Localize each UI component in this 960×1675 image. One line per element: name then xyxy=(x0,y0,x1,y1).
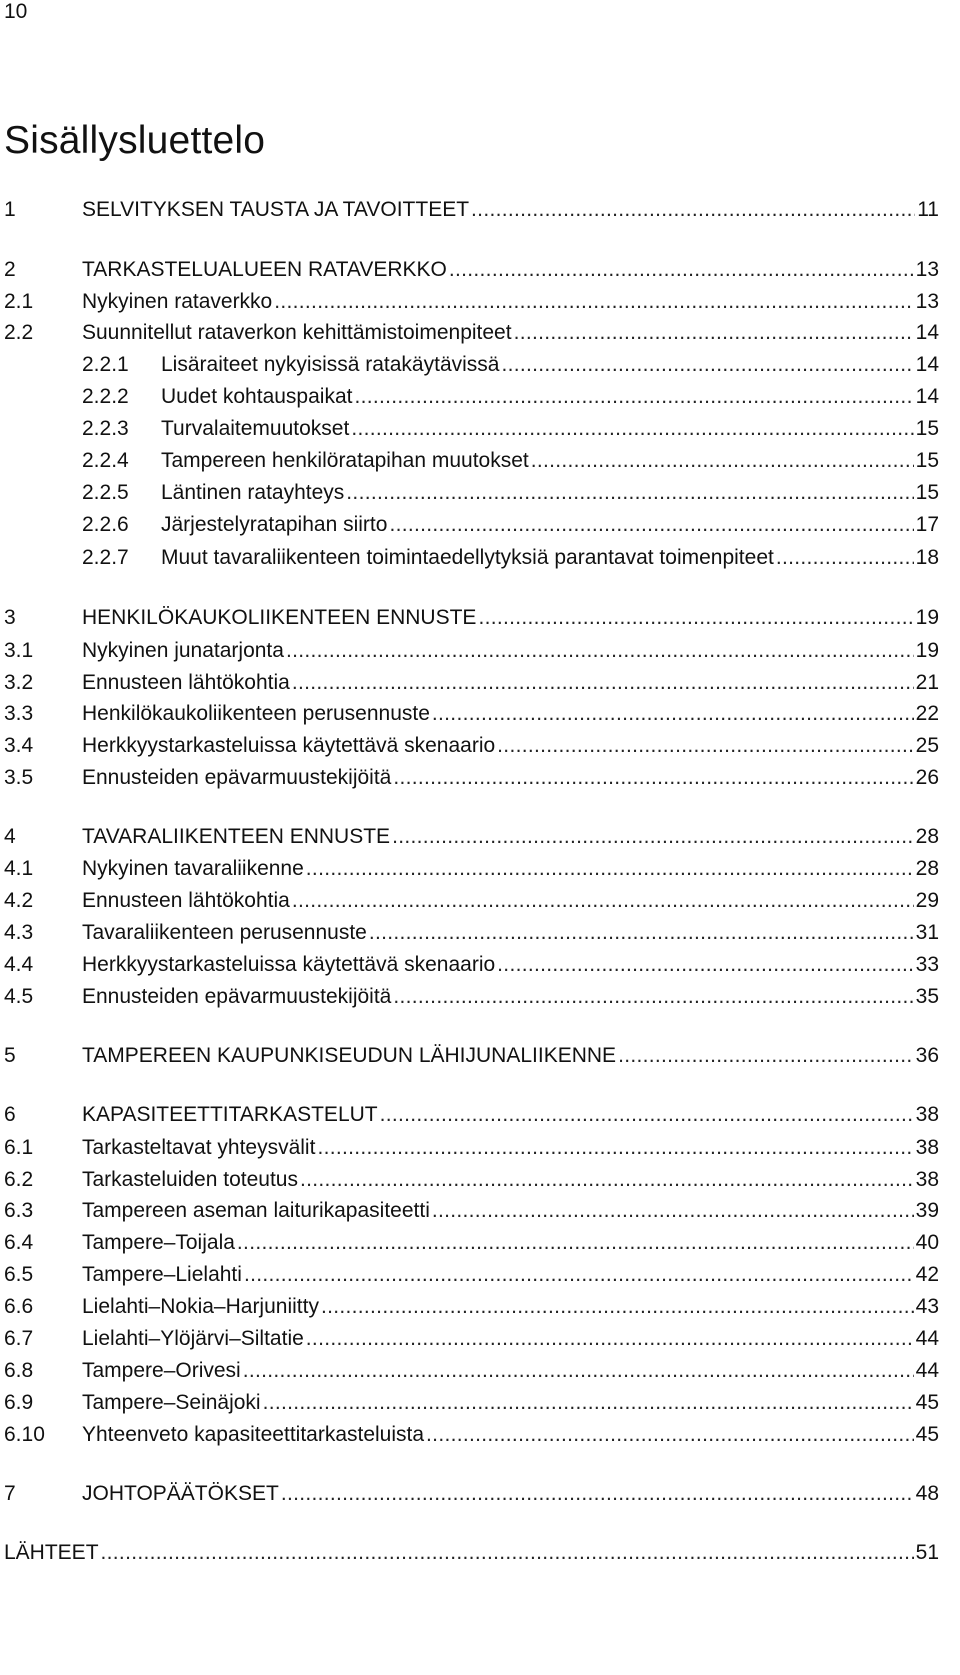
toc-entry-title: Ennusteen lähtökohtia xyxy=(82,671,290,694)
toc-entry-title: Suunnitellut rataverkon kehittämistoimenpiteet xyxy=(82,321,512,344)
toc-entry-title: Tampere–Toijala xyxy=(82,1231,235,1254)
toc-entry-page: 28 xyxy=(915,825,939,848)
toc-entry-page: 44 xyxy=(915,1327,939,1350)
dot-leader xyxy=(263,1386,914,1420)
toc-entry-number: 3.3 xyxy=(4,702,34,725)
dot-leader xyxy=(432,697,914,731)
toc-entry-page: 38 xyxy=(915,1168,939,1191)
toc-entry-page: 31 xyxy=(915,921,939,944)
toc-entry[interactable] xyxy=(4,1258,939,1292)
toc-entry-number: 6 xyxy=(4,1103,16,1126)
toc-entry-title: Henkilökaukoliikenteen perusennuste xyxy=(82,702,430,725)
dot-leader xyxy=(393,761,913,795)
toc-entry-title: KAPASITEETTITARKASTELUT xyxy=(82,1103,378,1126)
toc-entry[interactable] xyxy=(4,316,939,350)
dot-leader xyxy=(317,1131,913,1165)
toc-entry[interactable] xyxy=(4,476,939,510)
dot-leader xyxy=(393,980,913,1014)
toc-entry-page: 29 xyxy=(915,889,939,912)
toc-entry-title: LÄHTEET xyxy=(4,1541,99,1564)
toc-entry-page: 25 xyxy=(915,734,939,757)
toc-entry-title: Tavaraliikenteen perusennuste xyxy=(82,921,367,944)
toc-entry-title: Nykyinen junatarjonta xyxy=(82,639,284,662)
toc-entry-number: 2.2.7 xyxy=(82,546,129,569)
toc-entry-number: 6.7 xyxy=(4,1327,34,1350)
toc-entry-title: Tampereen aseman laiturikapasiteetti xyxy=(82,1199,430,1222)
toc-entry[interactable] xyxy=(4,666,939,700)
toc-entry[interactable] xyxy=(4,348,939,382)
toc-entry[interactable] xyxy=(4,508,939,542)
toc-entry[interactable] xyxy=(4,285,939,319)
toc-entry[interactable] xyxy=(4,1131,939,1165)
dot-leader xyxy=(497,729,913,763)
dot-leader xyxy=(244,1258,914,1292)
dot-leader xyxy=(531,444,914,478)
toc-entry-title: TARKASTELUALUEEN RATAVERKKO xyxy=(82,258,447,281)
toc-entry[interactable] xyxy=(4,541,939,575)
toc-title: Sisällysluettelo xyxy=(4,119,266,162)
page-number: 10 xyxy=(4,0,28,23)
dot-leader xyxy=(237,1226,914,1260)
toc-entry-number: 2.2.5 xyxy=(82,481,129,504)
dot-leader xyxy=(426,1418,914,1452)
toc-entry-number: 3.2 xyxy=(4,671,34,694)
toc-entry-title: Uudet kohtauspaikat xyxy=(161,385,353,408)
toc-entry-number: 6.8 xyxy=(4,1359,34,1382)
toc-entry-title: Turvalaitemuutokset xyxy=(161,417,350,440)
toc-entry[interactable] xyxy=(4,1098,939,1132)
toc-entry-number: 6.5 xyxy=(4,1263,34,1286)
toc-entry-page: 26 xyxy=(915,766,939,789)
dot-leader xyxy=(243,1354,914,1388)
toc-entry-page: 35 xyxy=(915,985,939,1008)
toc-entry[interactable] xyxy=(4,884,939,918)
toc-entry-title: Ennusteiden epävarmuustekijöitä xyxy=(82,766,392,789)
toc-entry[interactable] xyxy=(4,193,939,227)
toc-entry-page: 15 xyxy=(915,417,939,440)
toc-entry-number: 4.2 xyxy=(4,889,34,912)
toc-entry-title: TAVARALIIKENTEEN ENNUSTE xyxy=(82,825,391,848)
toc-entry[interactable] xyxy=(4,1386,939,1420)
dot-leader xyxy=(292,884,914,918)
dot-leader xyxy=(514,316,914,350)
toc-entry[interactable] xyxy=(4,729,939,763)
dot-leader xyxy=(354,380,913,414)
toc-entry-page: 18 xyxy=(915,546,939,569)
toc-entry[interactable] xyxy=(4,916,939,950)
toc-entry-number: 6.3 xyxy=(4,1199,34,1222)
dot-leader xyxy=(101,1536,914,1570)
toc-entry-title: HENKILÖKAUKOLIIKENTEEN ENNUSTE xyxy=(82,606,477,629)
toc-entry[interactable] xyxy=(4,1477,939,1511)
toc-entry-title: Yhteenveto kapasiteettitarkasteluista xyxy=(82,1423,425,1446)
toc-entry-title: Nykyinen tavaraliikenne xyxy=(82,857,304,880)
toc-entry-page: 38 xyxy=(915,1103,939,1126)
toc-entry-page: 13 xyxy=(915,258,939,281)
toc-entry-page: 15 xyxy=(915,449,939,472)
toc-entry-title: Ennusteen lähtökohtia xyxy=(82,889,290,912)
dot-leader xyxy=(618,1039,914,1073)
toc-entry-title: TAMPEREEN KAUPUNKISEUDUN LÄHIJUNALIIKENNE xyxy=(82,1044,617,1067)
toc-entry-number: 3 xyxy=(4,606,16,629)
toc-entry-number: 6.9 xyxy=(4,1391,34,1414)
toc-entry-title: Tampere–Lielahti xyxy=(82,1263,242,1286)
dot-leader xyxy=(286,634,914,668)
toc-entry-number: 4.1 xyxy=(4,857,34,880)
toc-entry-title: Muut tavaraliikenteen toimintaedellytyksiä parantavat toimenpiteet xyxy=(161,546,774,569)
toc-entry-page: 19 xyxy=(915,639,939,662)
toc-entry[interactable] xyxy=(4,1354,939,1388)
dot-leader xyxy=(306,852,914,886)
toc-entry-page: 22 xyxy=(915,702,939,725)
dot-leader xyxy=(389,508,913,542)
toc-entry-number: 7 xyxy=(4,1482,16,1505)
toc-entry[interactable] xyxy=(4,1039,939,1073)
toc-entry[interactable] xyxy=(4,634,939,668)
toc-entry-page: 33 xyxy=(915,953,939,976)
toc-entry-page: 14 xyxy=(915,321,939,344)
toc-entry-title: Läntinen ratayhteys xyxy=(161,481,345,504)
toc-entry[interactable] xyxy=(4,1194,939,1228)
toc-entry-number: 6.1 xyxy=(4,1136,34,1159)
dot-leader xyxy=(321,1290,914,1324)
toc-entry-title: JOHTOPÄÄTÖKSET xyxy=(82,1482,279,1505)
dot-leader xyxy=(776,541,914,575)
toc-entry[interactable] xyxy=(4,948,939,982)
toc-entry-number: 3.4 xyxy=(4,734,34,757)
toc-entry[interactable] xyxy=(4,1536,939,1570)
toc-entry[interactable] xyxy=(4,253,939,287)
toc-entry[interactable] xyxy=(4,380,939,414)
toc-entry-title: SELVITYKSEN TAUSTA JA TAVOITTEET xyxy=(82,198,470,221)
dot-leader xyxy=(281,1477,914,1511)
toc-entry-page: 19 xyxy=(915,606,939,629)
dot-leader xyxy=(432,1194,914,1228)
toc-entry-number: 2.2.3 xyxy=(82,417,129,440)
toc-entry-page: 14 xyxy=(915,385,939,408)
toc-entry-page: 42 xyxy=(915,1263,939,1286)
toc-entry[interactable] xyxy=(4,761,939,795)
dot-leader xyxy=(392,820,914,854)
toc-entry-title: Tarkasteluiden toteutus xyxy=(82,1168,298,1191)
toc-entry-title: Järjestelyratapihan siirto xyxy=(161,513,388,536)
toc-entry-number: 4.3 xyxy=(4,921,34,944)
toc-entry-page: 51 xyxy=(915,1541,939,1564)
toc-entry-number: 4.4 xyxy=(4,953,34,976)
toc-entry[interactable] xyxy=(4,444,939,478)
toc-entry[interactable] xyxy=(4,820,939,854)
toc-entry-title: Nykyinen rataverkko xyxy=(82,290,273,313)
toc-entry-page: 15 xyxy=(915,481,939,504)
dot-leader xyxy=(369,916,914,950)
toc-entry-number: 4 xyxy=(4,825,16,848)
toc-entry-page: 17 xyxy=(915,513,939,536)
dot-leader xyxy=(478,601,913,635)
toc-entry[interactable] xyxy=(4,1322,939,1356)
toc-entry-page: 44 xyxy=(915,1359,939,1382)
toc-entry-number: 6.10 xyxy=(4,1423,45,1446)
dot-leader xyxy=(274,285,913,319)
toc-entry[interactable] xyxy=(4,852,939,886)
dot-leader xyxy=(292,666,914,700)
toc-entry-title: Tampere–Orivesi xyxy=(82,1359,241,1382)
toc-entry-number: 2.2.6 xyxy=(82,513,129,536)
toc-entry[interactable] xyxy=(4,697,939,731)
toc-entry-number: 2 xyxy=(4,258,16,281)
toc-entry-title: Ennusteiden epävarmuustekijöitä xyxy=(82,985,392,1008)
toc-entry-number: 2.2.4 xyxy=(82,449,129,472)
toc-entry-title: Tarkasteltavat yhteysvälit xyxy=(82,1136,316,1159)
toc-entry-page: 39 xyxy=(915,1199,939,1222)
toc-entry-page: 14 xyxy=(915,353,939,376)
toc-entry-page: 21 xyxy=(915,671,939,694)
toc-entry-number: 6.2 xyxy=(4,1168,34,1191)
dot-leader xyxy=(497,948,913,982)
toc-entry-title: Lielahti–Nokia–Harjuniitty xyxy=(82,1295,319,1318)
toc-entry-page: 45 xyxy=(915,1423,939,1446)
dot-leader xyxy=(449,253,914,287)
toc-entry[interactable] xyxy=(4,980,939,1014)
dot-leader xyxy=(351,412,913,446)
dot-leader xyxy=(300,1163,914,1197)
toc-entry-title: Tampere–Seinäjoki xyxy=(82,1391,261,1414)
dot-leader xyxy=(346,476,913,510)
toc-entry-page: 43 xyxy=(915,1295,939,1318)
toc-entry-title: Lisäraiteet nykyisissä ratakäytävissä xyxy=(161,353,500,376)
toc-entry[interactable] xyxy=(4,412,939,446)
toc-entry-number: 6.4 xyxy=(4,1231,34,1254)
toc-entry[interactable] xyxy=(4,601,939,635)
toc-entry-page: 11 xyxy=(917,198,939,221)
toc-entry-page: 36 xyxy=(915,1044,939,1067)
toc-entry-page: 48 xyxy=(915,1482,939,1505)
toc-entry-page: 40 xyxy=(915,1231,939,1254)
toc-entry[interactable] xyxy=(4,1418,939,1452)
toc-entry-page: 38 xyxy=(915,1136,939,1159)
dot-leader xyxy=(306,1322,914,1356)
toc-entry-title: Herkkyystarkasteluissa käytettävä skenaario xyxy=(82,734,496,757)
toc-entry-page: 28 xyxy=(915,857,939,880)
toc-entry-title: Herkkyystarkasteluissa käytettävä skenaario xyxy=(82,953,496,976)
toc-entry-number: 6.6 xyxy=(4,1295,34,1318)
toc-entry[interactable] xyxy=(4,1163,939,1197)
toc-entry-number: 5 xyxy=(4,1044,16,1067)
toc-entry-number: 1 xyxy=(4,198,16,221)
dot-leader xyxy=(471,193,915,227)
dot-leader xyxy=(501,348,913,382)
toc-entry-number: 4.5 xyxy=(4,985,34,1008)
dot-leader xyxy=(380,1098,914,1132)
toc-entry-title: Tampereen henkilöratapihan muutokset xyxy=(161,449,529,472)
toc-entry-number: 2.2.1 xyxy=(82,353,129,376)
toc-entry-title: Lielahti–Ylöjärvi–Siltatie xyxy=(82,1327,304,1350)
toc-entry-page: 45 xyxy=(915,1391,939,1414)
toc-entry-number: 3.1 xyxy=(4,639,34,662)
toc-entry-number: 2.2 xyxy=(4,321,34,344)
toc-entry-page: 13 xyxy=(915,290,939,313)
toc-entry[interactable] xyxy=(4,1290,939,1324)
toc-entry-number: 2.2.2 xyxy=(82,385,129,408)
toc-entry-number: 3.5 xyxy=(4,766,34,789)
toc-entry-number: 2.1 xyxy=(4,290,34,313)
toc-entry[interactable] xyxy=(4,1226,939,1260)
